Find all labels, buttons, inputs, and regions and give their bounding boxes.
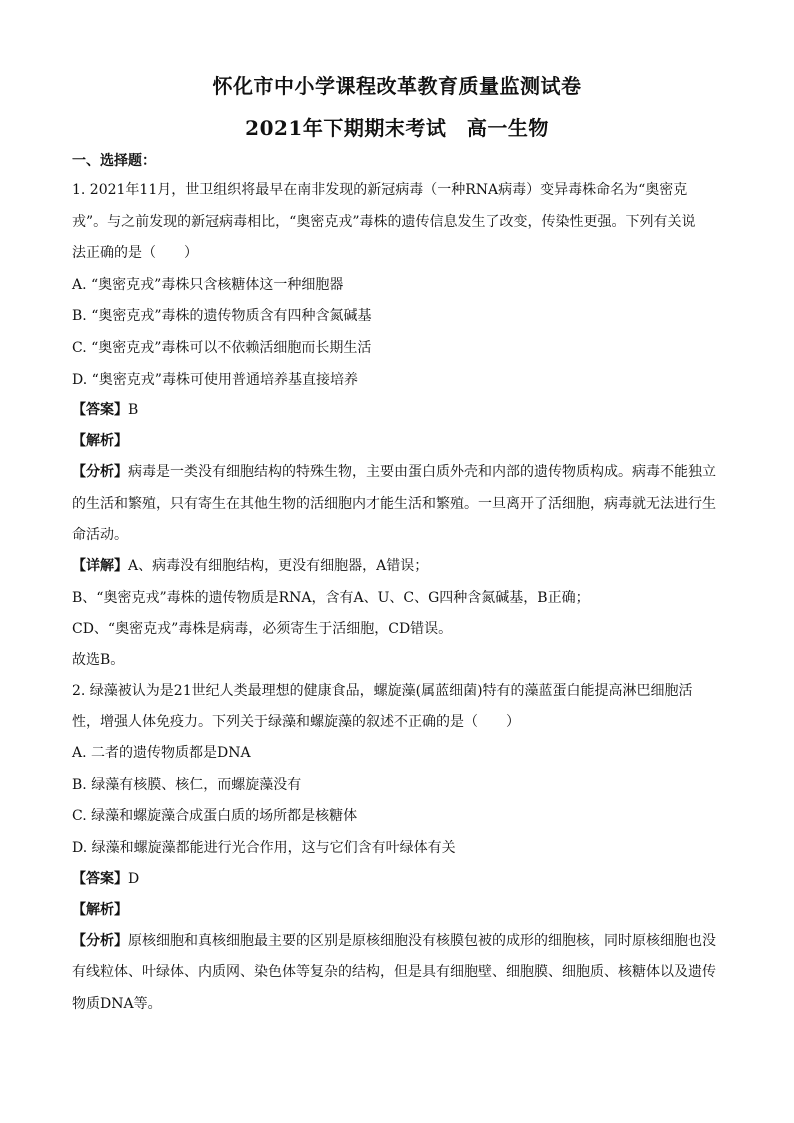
q1-stem-line: 法正确的是（ ） [72, 245, 198, 261]
q1-detail-line: 故选B。 [72, 652, 125, 668]
analysis-text: 原核细胞和真核细胞最主要的区别是原核细胞没有核膜包被的成形的细胞核，同时原核细胞也没 [128, 933, 716, 949]
exam-title: 怀化市中小学课程改革教育质量监测试卷 [212, 74, 582, 98]
q1-jiexi-tag: 【解析】 [72, 433, 128, 449]
q1-stem-line: 戎”。与之前发现的新冠病毒相比，“奥密克戎”毒株的遗传信息发生了改变，传染性更强。下列有关说 [72, 214, 696, 230]
q1-option-c: C. “奥密克戎”毒株可以不依赖活细胞而长期生活 [72, 340, 372, 356]
q1-detail-line: CD、“奥密克戎”毒株是病毒，必须寄生于活细胞，CD错误。 [72, 621, 453, 637]
q1-stem-line: 1. 2021年11月，世卫组织将最早在南非发现的新冠病毒（一种RNA病毒）变异毒株命名为“奥密克 [72, 182, 688, 198]
analysis-tag: 【分析】 [72, 464, 128, 480]
q1-analysis-line: 的生活和繁殖，只有寄生在其他生物的活细胞内才能生活和繁殖。一旦离开了活细胞，病毒就无法进行生 [72, 496, 716, 512]
q1-analysis-line: 命活动。 [72, 527, 128, 543]
answer-tag: 【答案】 [72, 402, 128, 418]
q1-option-a: A. “奥密克戎”毒株只含核糖体这一种细胞器 [72, 277, 344, 293]
detail-text: A、病毒没有细胞结构，更没有细胞器，A错误； [128, 558, 429, 574]
q2-jiexi-tag: 【解析】 [72, 902, 128, 918]
q2-option-c: C. 绿藻和螺旋藻合成蛋白质的场所都是核糖体 [72, 808, 358, 824]
q2-analysis-line: 有线粒体、叶绿体、内质网、染色体等复杂的结构，但是具有细胞壁、细胞膜、细胞质、核糖体以及遗传 [72, 964, 716, 980]
q1-analysis-line [72, 462, 722, 482]
answer-value: B [128, 402, 139, 418]
analysis-text: 病毒是一类没有细胞结构的特殊生物，主要由蛋白质外壳和内部的遗传物质构成。病毒不能独立 [128, 464, 716, 480]
q1-detail-line [72, 556, 722, 576]
exam-subtitle: 2021年下期期末考试 高一生物 [245, 116, 549, 140]
answer-value: D [128, 871, 140, 887]
q2-option-d: D. 绿藻和螺旋藻都能进行光合作用，这与它们含有叶绿体有关 [72, 840, 456, 856]
answer-tag: 【答案】 [72, 871, 128, 887]
q2-option-a: A. 二者的遗传物质都是DNA [72, 745, 251, 761]
q1-answer [72, 400, 722, 420]
q2-answer [72, 869, 722, 889]
q1-detail-line: B、“奥密克戎”毒株的遗传物质是RNA，含有A、U、C、G四种含氮碱基，B正确； [72, 590, 590, 606]
q1-option-d: D. “奥密克戎”毒株可使用普通培养基直接培养 [72, 372, 358, 388]
q2-analysis-line [72, 931, 722, 951]
q2-stem-line: 性，增强人体免疫力。下列关于绿藻和螺旋藻的叙述不正确的是（ ） [72, 714, 520, 730]
q2-analysis-line: 物质DNA等。 [72, 996, 162, 1012]
q1-option-b: B. “奥密克戎”毒株的遗传物质含有四种含氮碱基 [72, 308, 372, 324]
analysis-tag: 【分析】 [72, 933, 128, 949]
q2-option-b: B. 绿藻有核膜、核仁，而螺旋藻没有 [72, 777, 302, 793]
q2-stem-line: 2. 绿藻被认为是21世纪人类最理想的健康食品，螺旋藻(属蓝细菌)特有的藻蓝蛋白能提高淋巴细胞活 [72, 683, 693, 699]
section-heading: 一、选择题： [72, 153, 156, 169]
detail-tag: 【详解】 [72, 558, 128, 574]
